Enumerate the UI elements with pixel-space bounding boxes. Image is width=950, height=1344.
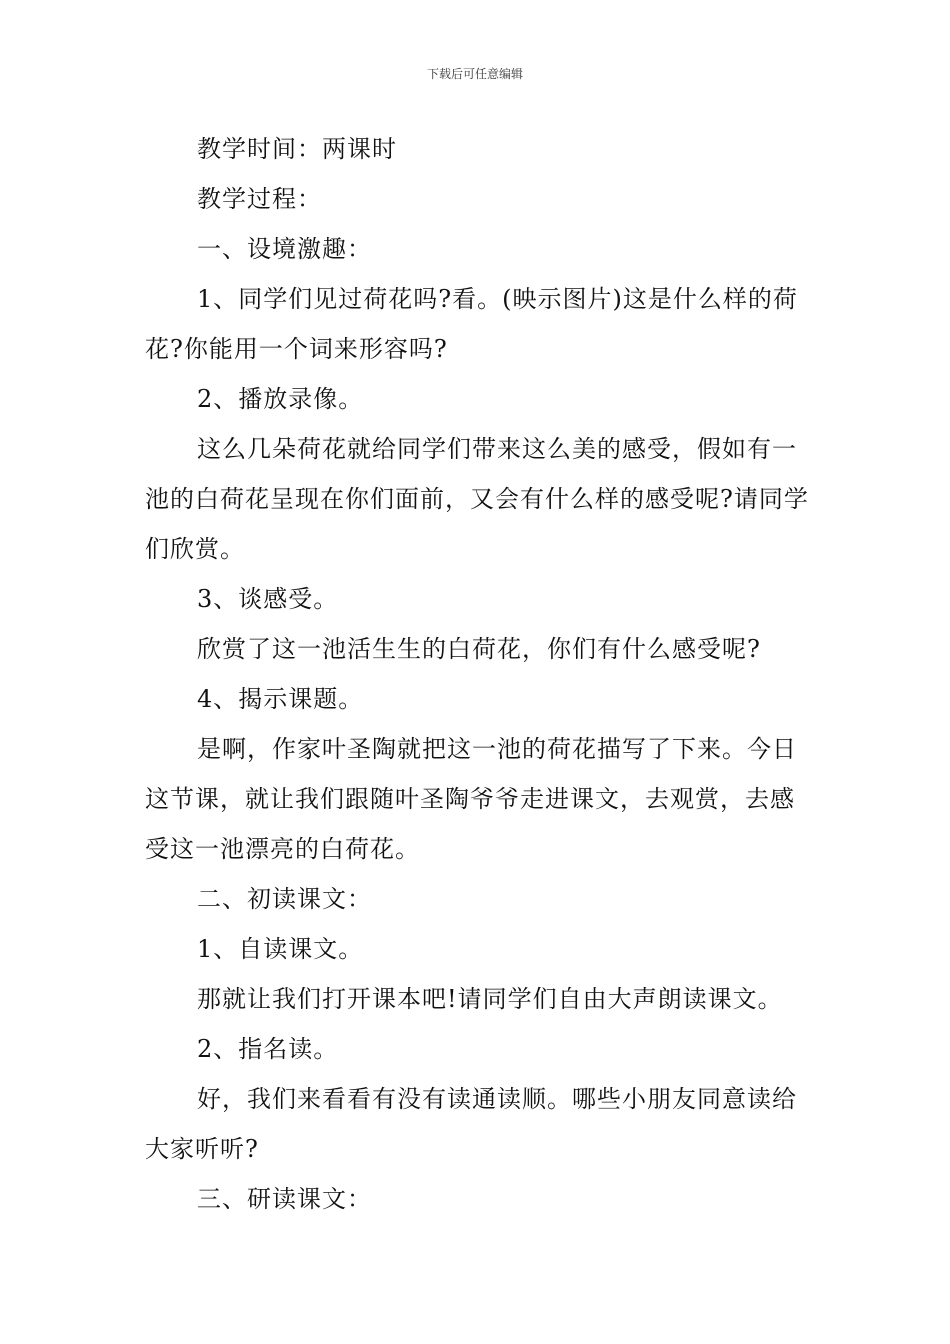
page-header: 下载后可任意编辑 [426,67,523,81]
document-body [145,124,810,1224]
section-heading-2: 二、初读课文： [197,885,372,913]
paragraph: 4、揭示课题。 [197,685,364,713]
section-heading-3: 三、研读课文： [197,1185,372,1213]
paragraph: 1、同学们见过荷花吗?看。(映示图片)这是什么样的荷花?你能用一个词来形容吗? [145,285,798,363]
paragraph: 1、自读课文。 [197,935,364,963]
paragraph: 3、谈感受。 [197,585,339,613]
paragraph: 那就让我们打开课本吧!请同学们自由大声朗读课文。 [197,985,783,1013]
paragraph: 2、播放录像。 [197,385,364,413]
paragraph: 2、指名读。 [197,1035,339,1063]
section-heading-1: 一、设境激趣： [197,235,372,263]
paragraph-teaching-process: 教学过程： [197,185,322,213]
paragraph: 这么几朵荷花就给同学们带来这么美的感受，假如有一池的白荷花呈现在你们面前，又会有什么样的感受呢?请同学们欣赏。 [145,435,809,563]
paragraph: 欣赏了这一池活生生的白荷花，你们有什么感受呢? [197,635,761,663]
paragraph: 好，我们来看看有没有读通读顺。哪些小朋友同意读给大家听听? [145,1085,797,1163]
paragraph-teaching-time: 教学时间：两课时 [197,135,397,163]
paragraph: 是啊，作家叶圣陶就把这一池的荷花描写了下来。今日这节课，就让我们跟随叶圣陶爷爷走进课文，去观赏，去感受这一池漂亮的白荷花。 [145,735,797,863]
